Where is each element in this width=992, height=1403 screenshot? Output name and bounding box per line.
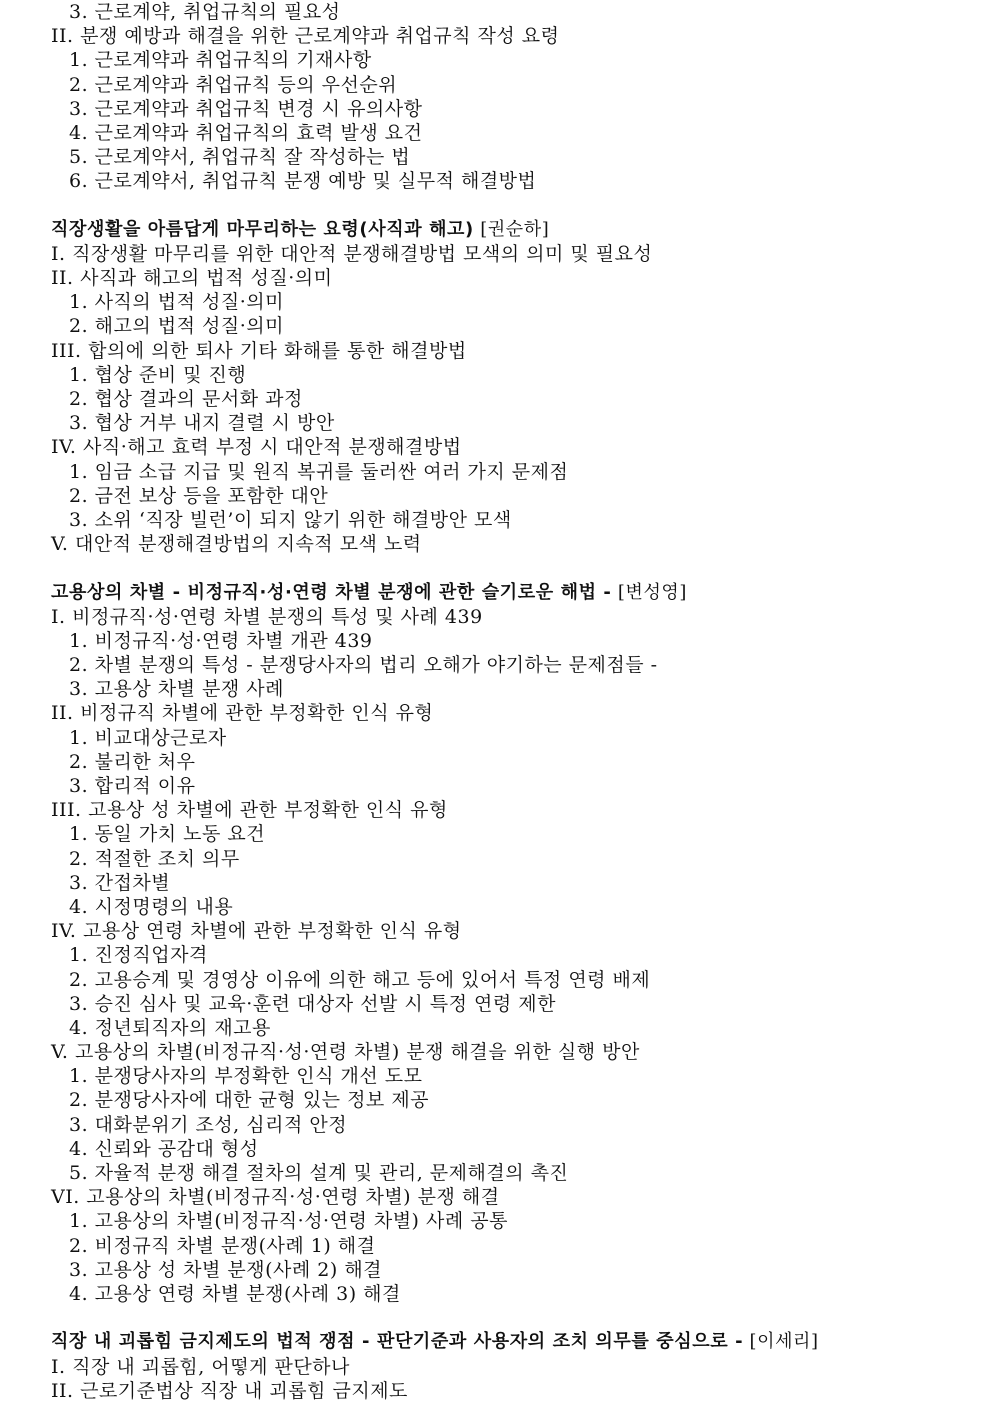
subsection-item: 2. 적절한 조치 의무: [69, 847, 240, 870]
chapter-heading: II. 비정규직 차별에 관한 부정확한 인식 유형: [51, 702, 434, 725]
chapter-heading: II. 사직과 해고의 법적 성질·의미: [51, 267, 333, 290]
subsection-item: 3. 고용상 차별 분쟁 사례: [69, 678, 284, 701]
subsection-item: 6. 근로계약서, 취업규칙 분쟁 예방 및 실무적 해결방법: [69, 170, 537, 193]
chapter-heading: V. 고용상의 차별(비정규직·성·연령 차별) 분쟁 해결을 위한 실행 방안: [51, 1041, 640, 1064]
subsection-item: 1. 비교대상근로자: [69, 726, 227, 749]
subsection-item: 2. 협상 결과의 문서화 과정: [69, 388, 303, 410]
section-spacer: [51, 194, 971, 218]
subsection-item: 3. 대화분위기 조성, 심리적 안정: [69, 1113, 348, 1136]
subsection-item: 4. 근로계약과 취업규칙의 효력 발생 요건: [69, 121, 423, 144]
chapter-heading: I. 직장 내 괴롭힘, 어떻게 판단하나: [51, 1355, 350, 1378]
section-title: [51, 1330, 971, 1354]
chapter-heading: III. 합의에 의한 퇴사 기타 화해를 통한 해결방법: [51, 339, 467, 362]
subsection-item: 3. 근로계약, 취업규칙의 필요성: [69, 1, 341, 23]
subsection-item: 4. 고용상 연령 차별 분쟁(사례 3) 해결: [69, 1282, 401, 1305]
section-title: [51, 218, 971, 242]
subsection-item: 5. 근로계약서, 취업규칙 잘 작성하는 법: [69, 146, 411, 169]
subsection-item: 1. 사직의 법적 성질·의미: [69, 291, 284, 314]
subsection-item: 3. 소위 ‘직장 빌런’이 되지 않기 위한 해결방안 모색: [69, 508, 512, 531]
chapter-heading: VI. 고용상의 차별(비정규직·성·연령 차별) 분쟁 해결: [51, 1186, 500, 1209]
subsection-item: 1. 임금 소급 지급 및 원직 복귀를 둘러싼 여러 가지 문제점: [69, 460, 569, 483]
subsection-item: 3. 합리적 이유: [69, 775, 196, 797]
subsection-item: 3. 간접차별: [69, 871, 171, 894]
subsection-item: 1. 협상 준비 및 진행: [69, 363, 247, 386]
section-spacer: [51, 556, 971, 580]
subsection-item: 2. 차별 분쟁의 특성 - 분쟁당사자의 법리 오해가 야기하는 문제점들 -: [69, 654, 658, 677]
subsection-item: 4. 신뢰와 공감대 형성: [69, 1137, 259, 1160]
chapter-heading: IV. 사직·해고 효력 부정 시 대안적 분쟁해결방법: [51, 436, 462, 459]
chapter-heading: I. 직장생활 마무리를 위한 대안적 분쟁해결방법 모색의 의미 및 필요성: [51, 242, 653, 265]
subsection-item: 3. 승진 심사 및 교육·훈련 대상자 선발 시 특정 연령 제한: [69, 992, 556, 1015]
subsection-item: 2. 해고의 법적 성질·의미: [69, 315, 284, 338]
chapter-heading: II. 분쟁 예방과 해결을 위한 근로계약과 취업규칙 작성 요령: [51, 25, 560, 48]
subsection-item: 2. 분쟁당사자에 대한 균형 있는 정보 제공: [69, 1089, 430, 1112]
subsection-item: 1. 고용상의 차별(비정규직·성·연령 차별) 사례 공통: [69, 1210, 508, 1233]
subsection-item: 1. 동일 가치 노동 요건: [69, 823, 266, 846]
subsection-item: 1. 근로계약과 취업규칙의 기재사항: [69, 49, 372, 72]
chapter-heading: II. 근로기준법상 직장 내 괴롭힘 금지제도: [51, 1379, 408, 1402]
chapter-heading: III. 고용상 성 차별에 관한 부정확한 인식 유형: [51, 799, 448, 822]
subsection-item: 2. 근로계약과 취업규칙 등의 우선순위: [69, 73, 398, 96]
subsection-item: 4. 정년퇴직자의 재고용: [69, 1016, 271, 1039]
chapter-heading: V. 대안적 분쟁해결방법의 지속적 모색 노력: [51, 533, 422, 556]
section-spacer: [51, 1306, 971, 1330]
subsection-item: 2. 고용승계 및 경영상 이유에 의한 해고 등에 있어서 특정 연령 배제: [69, 968, 651, 991]
chapter-heading: IV. 고용상 연령 차별에 관한 부정확한 인식 유형: [51, 920, 462, 943]
subsection-item: 2. 금전 보상 등을 포함한 대안: [69, 484, 329, 507]
subsection-item: 2. 비정규직 차별 분쟁(사례 1) 해결: [69, 1234, 376, 1257]
section-title: [51, 581, 971, 605]
section-author: [이세리]: [743, 1331, 819, 1353]
chapter-heading: I. 비정규직·성·연령 차별 분쟁의 특성 및 사례 439: [51, 605, 483, 628]
section-title-text: 고용상의 차별 - 비정규직·성·연령 차별 분쟁에 관한 슬기로운 해법 -: [51, 581, 612, 603]
subsection-item: 1. 분쟁당사자의 부정확한 인식 개선 도모: [69, 1065, 423, 1088]
subsection-item: 5. 자율적 분쟁 해결 절차의 설계 및 관리, 문제해결의 촉진: [69, 1162, 569, 1184]
section-author: [권순하]: [473, 218, 550, 240]
section-author: [변성영]: [611, 581, 688, 603]
subsection-item: 3. 고용상 성 차별 분쟁(사례 2) 해결: [69, 1258, 383, 1281]
subsection-item: 4. 시정명령의 내용: [69, 895, 234, 918]
subsection-item: 3. 근로계약과 취업규칙 변경 시 유의사항: [69, 97, 423, 120]
subsection-item: 2. 불리한 처우: [69, 750, 196, 773]
subsection-item: 3. 협상 거부 내지 결렬 시 방안: [69, 412, 335, 435]
section-title-text: 직장 내 괴롭힘 금지제도의 법적 쟁점 - 판단기준과 사용자의 조치 의무를 중심으로 -: [51, 1331, 744, 1353]
subsection-item: 1. 진정직업자격: [69, 944, 208, 967]
subsection-item: 1. 비정규직·성·연령 차별 개관 439: [69, 629, 373, 652]
table-of-contents: [51, 0, 971, 1403]
section-title-text: 직장생활을 아름답게 마무리하는 요령(사직과 해고): [51, 218, 474, 240]
